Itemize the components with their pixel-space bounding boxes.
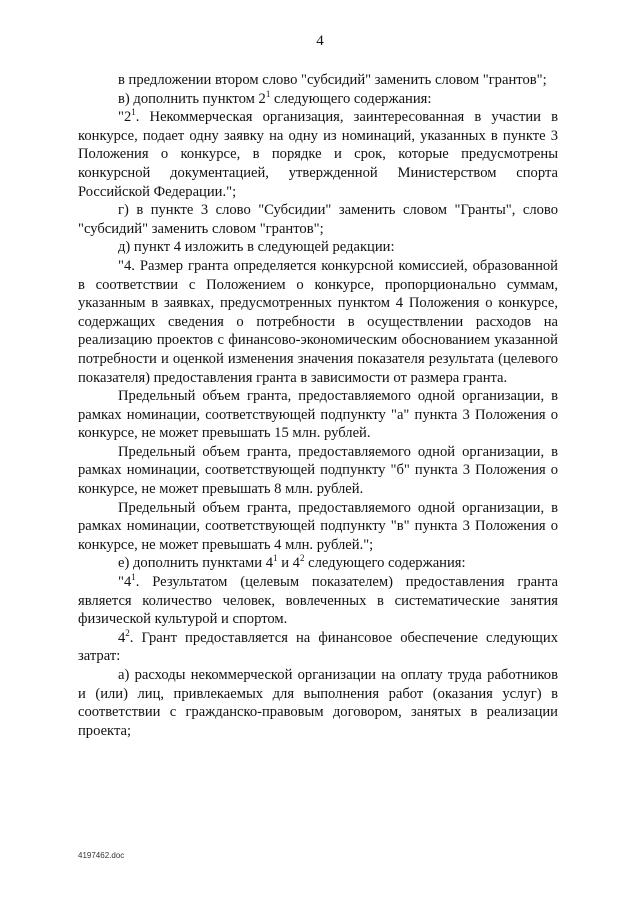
paragraph-item-e [78, 554, 558, 573]
superscript: 1 [131, 572, 136, 583]
paragraph-clause-4-1 [78, 573, 558, 629]
paragraph-text: 4 [118, 629, 126, 646]
paragraph-text: в) дополнить пунктом 2 [118, 90, 266, 107]
paragraph-text: . Некоммерческая организация, заинтересованная в участии в конкурсе, подает одну заявку на одну из номинаций, указанных в пункте 3 Положения о конкурсе, в порядке и срок, которые предусмотрены конкурсной документацией, утвержденной Министерством спорта Российской Федерации."; [78, 109, 558, 200]
paragraph-text: следующего содержания: [304, 555, 466, 572]
paragraph-grant-limit-v: Предельный объем гранта, предоставляемого одной организации, в рамках номинации, соответствующей подпункту "в" пункта 3 Положения о конкурсе, не может превышать 4 млн. рублей."; [78, 499, 558, 553]
superscript: 2 [299, 553, 305, 564]
paragraph-clause-4-2 [78, 629, 558, 666]
paragraph-grant-limit-b: Предельный объем гранта, предоставляемого одной организации, в рамках номинации, соответствующей подпункту "б" пункта 3 Положения о конкурсе, не может превышать 8 млн. рублей. [78, 443, 558, 498]
superscript: 1 [273, 553, 278, 564]
footer-filename: 4197462.doc [78, 851, 125, 860]
superscript: 1 [265, 88, 271, 99]
paragraph-clause-2-1 [78, 108, 558, 201]
paragraph-sub-a-labor-costs: а) расходы некоммерческой организации на оплату труда работников и (или) лиц, привлекаемых для выполнения работ (оказания услуг) в соответствии с гражданско-правовым договором, занятых в реализации проекта; [78, 667, 558, 739]
paragraph-text: . Грант предоставляется на финансовое обеспечение следующих затрат: [78, 629, 558, 665]
superscript: 2 [125, 627, 130, 638]
paragraph-clause-4: "4. Размер гранта определяется конкурсной комиссией, образованной в соответствии с Положением о конкурсе, пропорционально суммам, указанным в заявках, предусмотренных пунктом 4 Положения о конкурсе, содержащих сведения о потребности в осуществлении расходов на реализацию проектов с финансово-экономическим обоснованием указанной потребности и оценкой изменения значения показателя результата (целевого показателя) предоставления гранта в зависимости от размера гранта. [78, 257, 558, 386]
paragraph-text: "4 [118, 574, 132, 591]
paragraph-grant-limit-a: Предельный объем гранта, предоставляемого одной организации, в рамках номинации, соответствующей подпункту "а" пункта 3 Положения о конкурсе, не может превышать 15 млн. рублей. [78, 388, 558, 442]
paragraph-subsidies-replacement: в предложении втором слово "субсидий" заменить словом "грантов"; [118, 72, 547, 88]
paragraph-item-d: д) пункт 4 изложить в следующей редакции: [118, 239, 395, 256]
page-number: 4 [316, 33, 324, 49]
paragraph-text: . Результатом (целевым показателем) предоставления гранта является количество человек, вовлеченных в систематические занятия физической культурой и спортом. [78, 574, 558, 628]
paragraph-item-v [78, 90, 558, 109]
superscript: 1 [131, 107, 136, 118]
paragraph-text: е) дополнить пунктами 4 [118, 555, 274, 572]
paragraph-item-g: г) в пункте 3 слово "Субсидии" заменить словом "Гранты", слово "субсидий" заменить словом "грантов"; [78, 202, 558, 237]
document-body [78, 71, 558, 740]
paragraph-text: "2 [118, 109, 132, 126]
paragraph-text: следующего содержания: [270, 90, 432, 107]
paragraph-text: и 4 [277, 555, 300, 572]
